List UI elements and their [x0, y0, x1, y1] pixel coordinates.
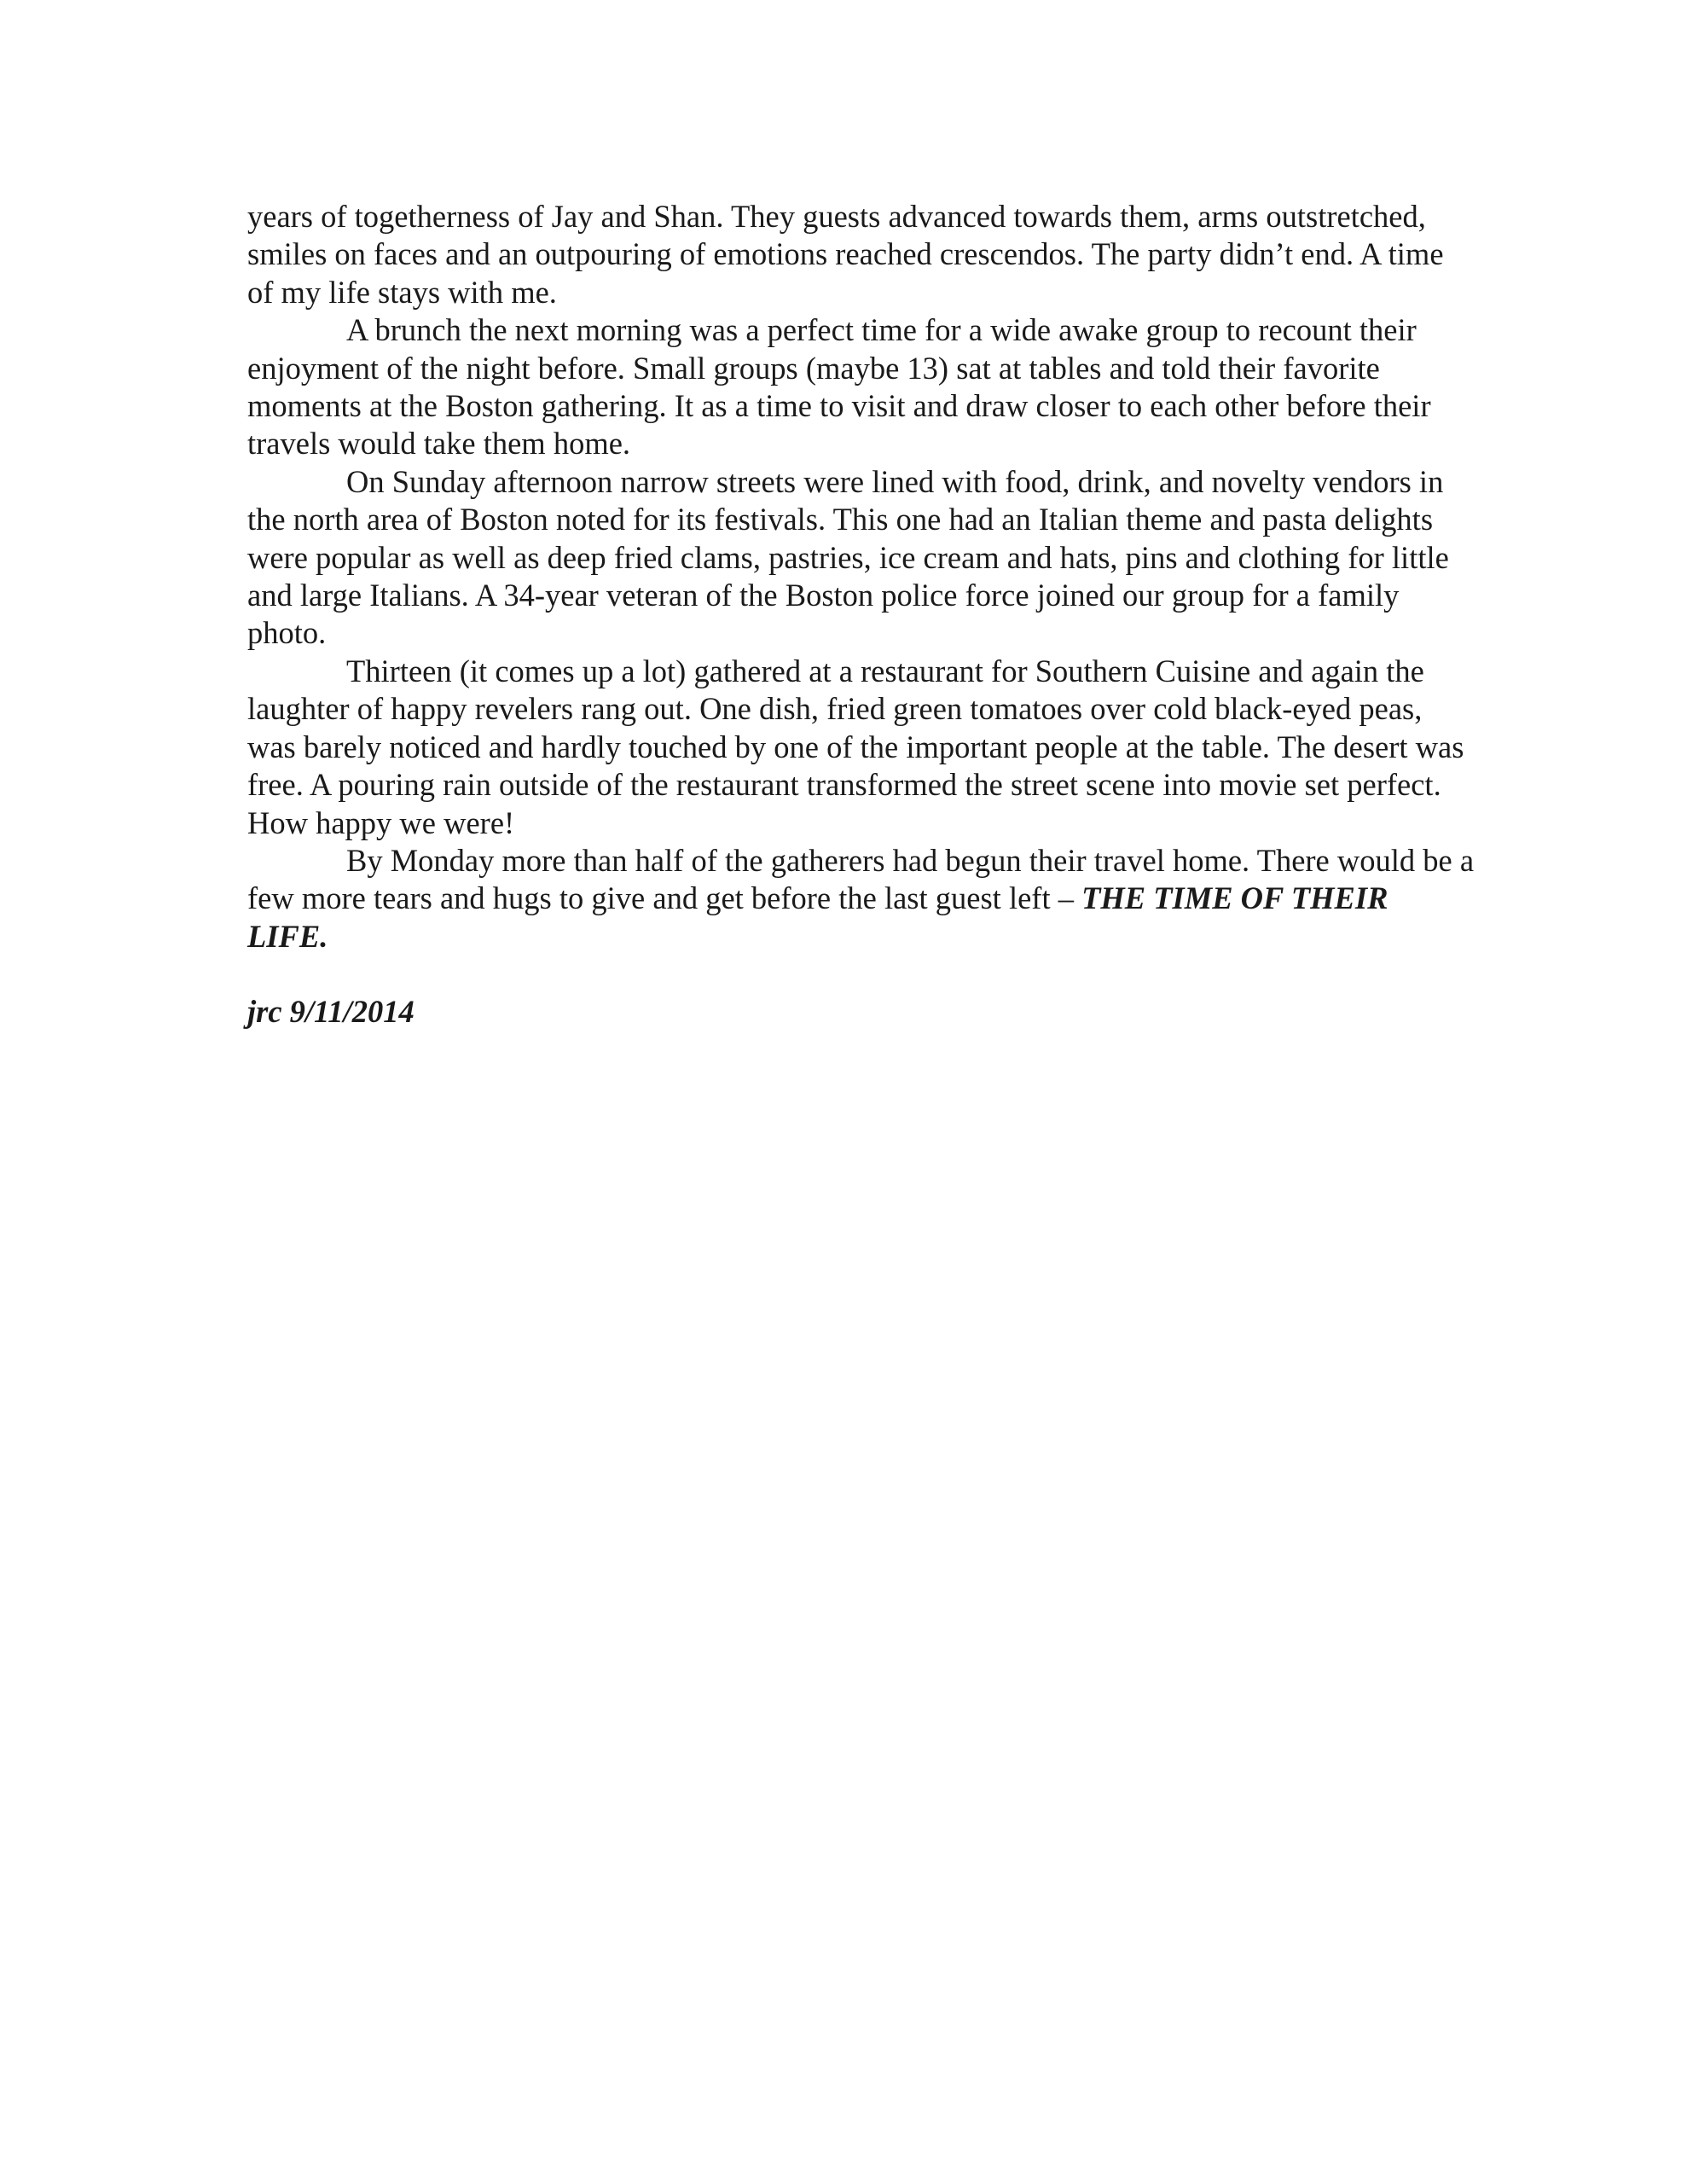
- paragraph-5-text: By Monday more than half of the gatherers had begun their travel home. There would be a few more tears and hugs to give and get before the last guest left –: [247, 842, 1475, 916]
- paragraph-2-text: A brunch the next morning was a perfect time for a wide awake group to recount their enjoyment of the night before. Small groups (maybe 13) sat at tables and told their favorite moments at the Boston gathering. It as a time to visit and draw closer to each other before their travels would take them home.: [247, 312, 1431, 462]
- paragraph-1-text: years of togetherness of Jay and Shan. They guests advanced towards them, arms outstretched, smiles on faces and an outpouring of emotions reached crescendos. The party didn’t end. A time of my life stays with me.: [247, 199, 1444, 310]
- paragraph-2: [247, 311, 1475, 463]
- paragraph-1: [247, 198, 1475, 311]
- paragraph-4-text: Thirteen (it comes up a lot) gathered at a restaurant for Southern Cuisine and again the laughter of happy revelers rang out. One dish, fried green tomatoes over cold black-eyed peas, was barely noticed and hardly touched by one of the important people at the table. The desert was free. A pouring rain outside of the restaurant transformed the street scene into movie set perfect. How happy we were!: [247, 653, 1464, 840]
- paragraph-4: [247, 653, 1475, 842]
- signature-date: jrc 9/11/2014: [247, 994, 415, 1030]
- closing-emphasis: THE TIME OF THEIR LIFE.: [247, 880, 1388, 954]
- paragraph-3: [247, 463, 1475, 653]
- document-body: [247, 198, 1475, 1031]
- paragraph-3-text: On Sunday afternoon narrow streets were lined with food, drink, and novelty vendors in the north area of Boston noted for its festivals. This one had an Italian theme and pasta delights were popular as well as deep fried clams, pastries, ice cream and hats, pins and clothing for little and large Italians. A 34-year veteran of the Boston police force joined our group for a family photo.: [247, 463, 1449, 651]
- paragraph-5: [247, 842, 1475, 956]
